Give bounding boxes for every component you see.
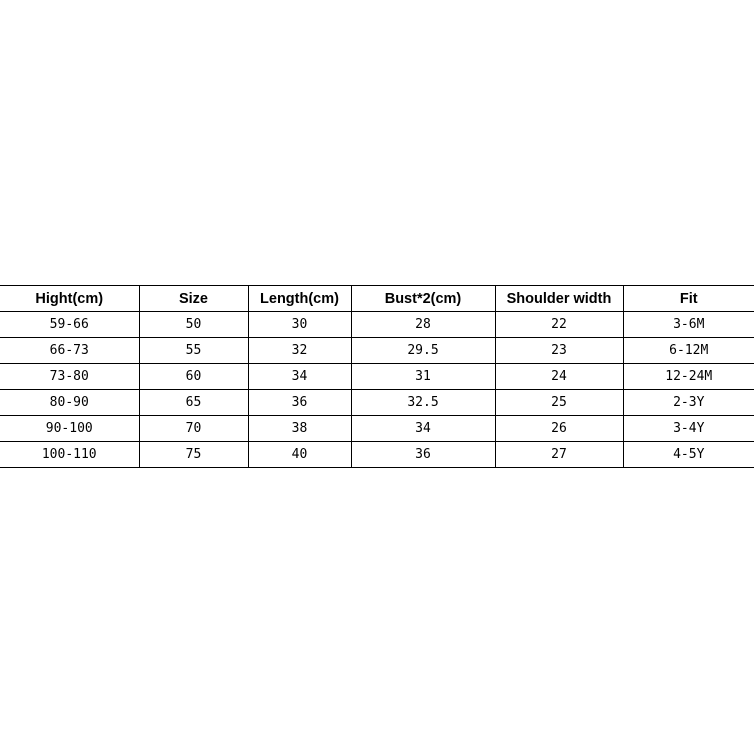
cell-fit: 6-12M (623, 338, 754, 364)
cell-fit: 4-5Y (623, 442, 754, 468)
header-row (0, 286, 754, 312)
header-height: Hight(cm) (0, 286, 139, 312)
cell-shoulder-width: 26 (495, 416, 623, 442)
table-row (0, 338, 754, 364)
cell-fit: 2-3Y (623, 390, 754, 416)
cell-size: 50 (139, 312, 248, 338)
cell-height: 59-66 (0, 312, 139, 338)
cell-height: 80-90 (0, 390, 139, 416)
cell-fit: 12-24M (623, 364, 754, 390)
cell-length: 32 (248, 338, 351, 364)
table-row (0, 390, 754, 416)
table-row (0, 416, 754, 442)
header-size: Size (139, 286, 248, 312)
cell-length: 36 (248, 390, 351, 416)
cell-bust: 31 (351, 364, 495, 390)
cell-fit: 3-6M (623, 312, 754, 338)
cell-size: 65 (139, 390, 248, 416)
cell-size: 55 (139, 338, 248, 364)
cell-height: 100-110 (0, 442, 139, 468)
size-chart-table (0, 285, 754, 468)
cell-size: 70 (139, 416, 248, 442)
table-row (0, 442, 754, 468)
cell-shoulder-width: 24 (495, 364, 623, 390)
cell-length: 34 (248, 364, 351, 390)
header-bust: Bust*2(cm) (351, 286, 495, 312)
cell-length: 30 (248, 312, 351, 338)
cell-fit: 3-4Y (623, 416, 754, 442)
cell-shoulder-width: 23 (495, 338, 623, 364)
cell-length: 38 (248, 416, 351, 442)
header-length: Length(cm) (248, 286, 351, 312)
cell-bust: 34 (351, 416, 495, 442)
header-shoulder-width: Shoulder width (495, 286, 623, 312)
cell-length: 40 (248, 442, 351, 468)
cell-bust: 36 (351, 442, 495, 468)
cell-bust: 28 (351, 312, 495, 338)
cell-size: 60 (139, 364, 248, 390)
header-fit: Fit (623, 286, 754, 312)
cell-bust: 32.5 (351, 390, 495, 416)
cell-height: 73-80 (0, 364, 139, 390)
table-row (0, 312, 754, 338)
cell-height: 66-73 (0, 338, 139, 364)
cell-shoulder-width: 22 (495, 312, 623, 338)
cell-bust: 29.5 (351, 338, 495, 364)
cell-shoulder-width: 25 (495, 390, 623, 416)
cell-size: 75 (139, 442, 248, 468)
cell-height: 90-100 (0, 416, 139, 442)
cell-shoulder-width: 27 (495, 442, 623, 468)
table-row (0, 364, 754, 390)
